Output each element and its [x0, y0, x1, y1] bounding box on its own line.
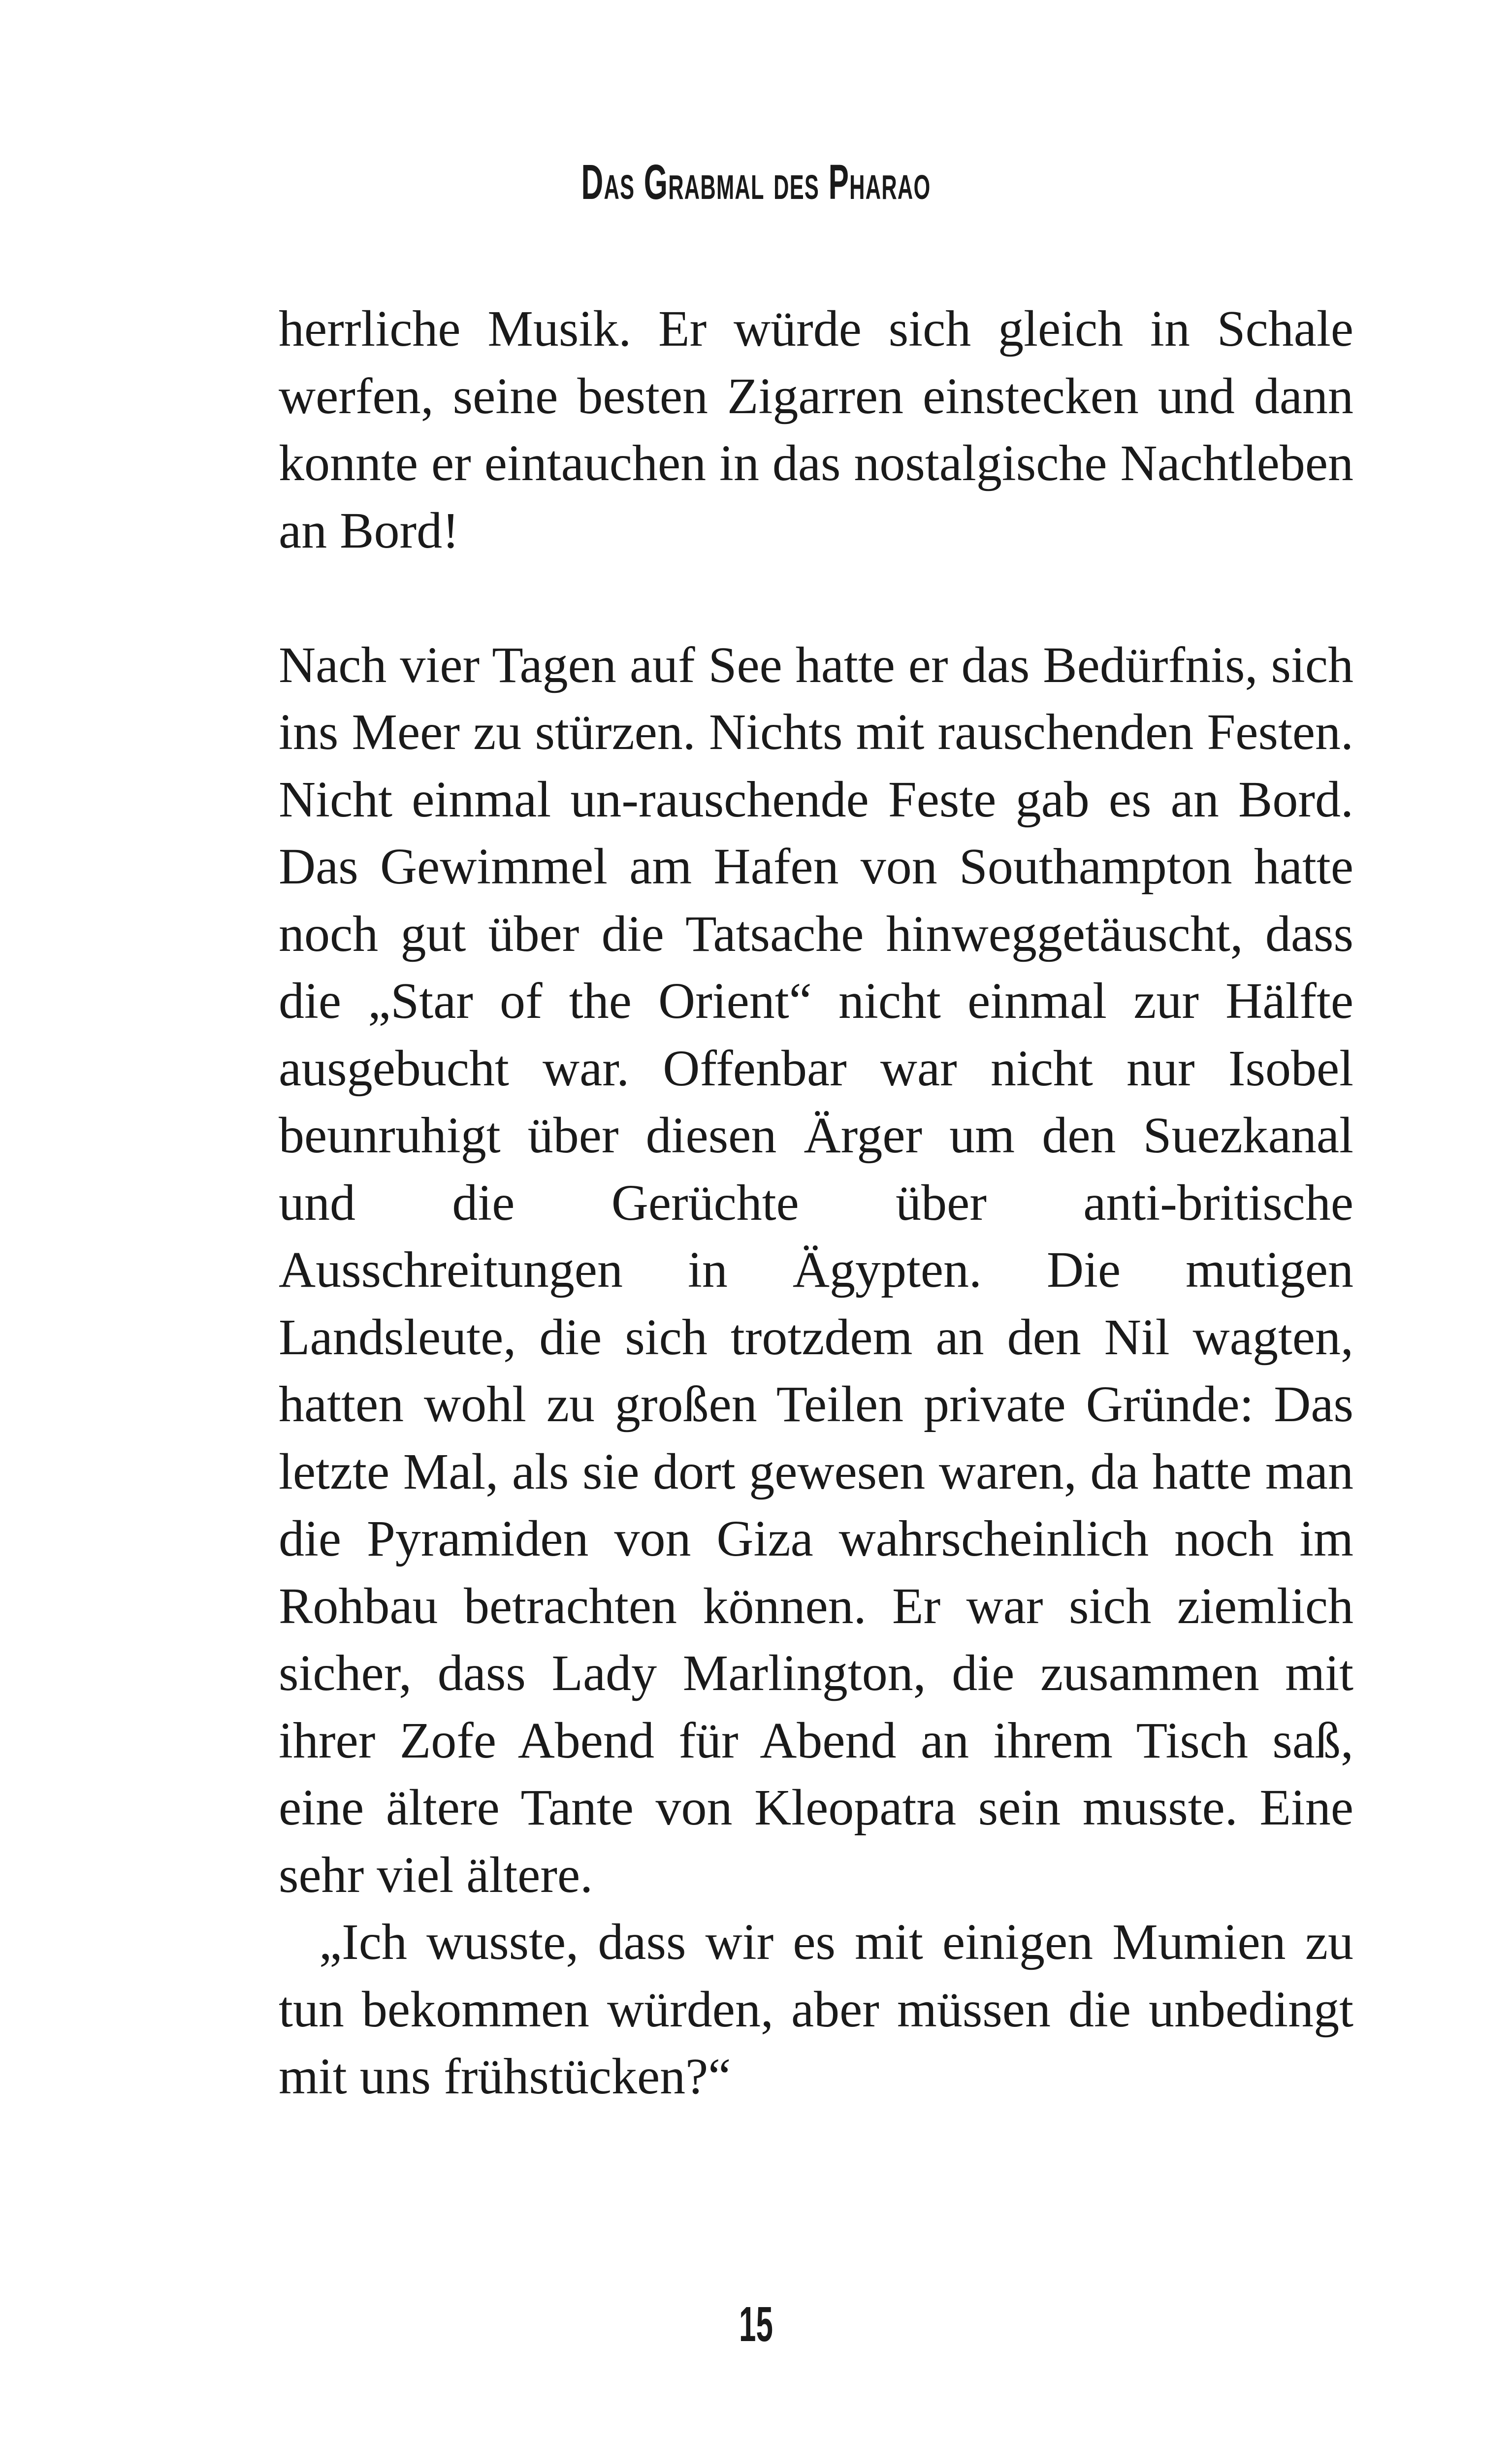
running-header-title: Das Grabmal des Pharao — [581, 155, 931, 210]
paragraph-spacer — [279, 564, 1353, 632]
paragraph-3: „Ich wusste, dass wir es mit einigen Mumien zu tun bekommen würden, aber müssen die unbedingt mit uns frühstücken?“ — [279, 1914, 1353, 2105]
body-text — [279, 295, 1353, 2111]
paragraph-2: Nach vier Tagen auf See hatte er das Bedürfnis, sich ins Meer zu stürzen. Nichts mit rauschenden Festen. Nicht einmal un-rauschende Feste gab es an Bord. Das Gewimmel am Hafen von Southampton hatte noch gut über die Tatsache hinweggetäuscht, dass die „Star of the Orient“ nicht einmal zur Hälfte ausgebucht war. Offenbar war nicht nur Isobel beunruhigt über diesen Ärger um den Suezkanal und die Gerüchte über anti-britische Ausschreitungen in Ägypten. Die mutigen Landsleute, die sich trotzdem an den Nil wagten, hatten wohl zu großen Teilen private Gründe: Das letzte Mal, als sie dort gewesen waren, da hatte man die Pyramiden von Giza wahrscheinlich noch im Rohbau betrachten können. Er war sich ziemlich sicher, dass Lady Marlington, die zusammen mit ihrer Zofe Abend für Abend an ihrem Tisch saß, eine ältere Tante von Kleopatra sein musste. Eine sehr viel ältere. — [279, 636, 1353, 1903]
page-number: 15 — [739, 2297, 773, 2352]
paragraph-1: herrliche Musik. Er würde sich gleich in Schale werfen, seine besten Zigarren einstecken und dann konnte er eintauchen in das nostalgische Nachtleben an Bord! — [279, 300, 1353, 559]
